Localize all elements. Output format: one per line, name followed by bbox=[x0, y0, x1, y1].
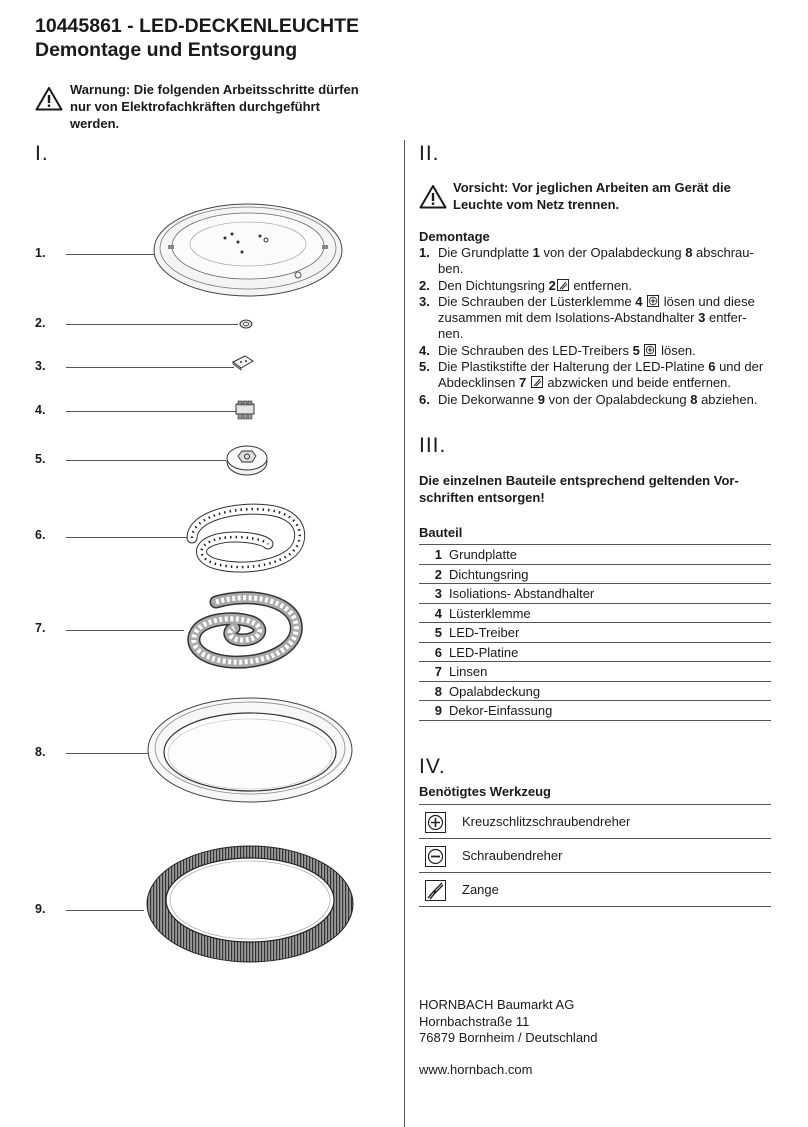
step-text: Die Schrauben der Lüsterklemme bbox=[438, 293, 636, 309]
step-item bbox=[419, 245, 779, 278]
step-number: 4. bbox=[419, 342, 430, 358]
part-label-9: 9. bbox=[35, 902, 46, 916]
pliers-icon bbox=[557, 279, 569, 291]
step-item bbox=[419, 359, 779, 392]
demontage-steps bbox=[419, 245, 779, 408]
leader-line bbox=[66, 753, 148, 754]
table-row bbox=[419, 873, 771, 907]
step-text: abzwicken und beide entfernen. bbox=[543, 375, 731, 391]
step-number: 1. bbox=[419, 245, 430, 260]
table-row bbox=[419, 839, 771, 873]
step-text: nen. bbox=[438, 326, 464, 342]
part-ref: 2 bbox=[548, 277, 556, 293]
step-text: Die Dekorwanne bbox=[438, 391, 538, 407]
section-two-heading: II. bbox=[419, 142, 440, 165]
part-ref: 9 bbox=[537, 391, 545, 407]
part-ref: 8 bbox=[690, 391, 698, 407]
company-city: 76879 Bornheim / Deutschland bbox=[419, 1030, 598, 1045]
step-text: von der Opalabdeckung bbox=[539, 245, 686, 260]
step-text: lösen und diese bbox=[660, 293, 755, 309]
phillips-screwdriver-icon bbox=[425, 812, 446, 833]
part-label-5: 5. bbox=[35, 452, 46, 466]
table-row bbox=[419, 623, 771, 643]
pliers-icon bbox=[531, 376, 543, 388]
leader-line bbox=[66, 367, 234, 368]
insulation-spacer-illustration bbox=[231, 354, 255, 372]
part-label-2: 2. bbox=[35, 316, 46, 330]
table-row bbox=[419, 701, 771, 721]
step-text: Abdecklinsen bbox=[438, 375, 519, 391]
part-ref: 8 bbox=[685, 245, 693, 260]
step-text: entfer- bbox=[705, 310, 747, 326]
part-ref: 1 bbox=[532, 245, 540, 260]
parts-table bbox=[419, 544, 771, 721]
part-label-1: 1. bbox=[35, 246, 46, 260]
caution-line: Vorsicht: Vor jeglichen Arbeiten am Gerät die bbox=[453, 180, 731, 195]
step-text: Die Schrauben des LED-Treibers bbox=[438, 342, 633, 358]
table-row bbox=[419, 604, 771, 624]
company-website[interactable]: www.hornbach.com bbox=[419, 1062, 533, 1077]
step-number: 6. bbox=[419, 391, 430, 407]
step-text: abziehen. bbox=[697, 391, 758, 407]
leader-line bbox=[66, 324, 238, 325]
section-one-heading: I. bbox=[35, 142, 49, 165]
part-label-8: 8. bbox=[35, 745, 46, 759]
step-text: Die Plastikstifte der Halterung der LED-Platine bbox=[438, 359, 709, 375]
company-name: HORNBACH Baumarkt AG bbox=[419, 997, 575, 1012]
step-number: 2. bbox=[419, 277, 430, 293]
bauteil-heading: Bauteil bbox=[419, 525, 463, 540]
tool-name: Schraubendreher bbox=[462, 848, 563, 863]
table-row bbox=[419, 682, 771, 702]
sealing-ring-illustration bbox=[238, 318, 254, 330]
step-item bbox=[419, 343, 779, 359]
decor-ring-illustration bbox=[144, 842, 356, 966]
phillips-screwdriver-icon bbox=[644, 344, 656, 356]
opal-cover-illustration bbox=[144, 694, 356, 806]
step-text: Den Dichtungsring bbox=[438, 277, 549, 293]
part-number: 1 bbox=[434, 547, 442, 562]
step-text: abschrau- bbox=[692, 245, 754, 260]
step-text: entfernen. bbox=[569, 277, 632, 293]
part-ref: 7 bbox=[518, 375, 527, 391]
part-name: LED-Treiber bbox=[449, 625, 520, 640]
part-ref: 5 bbox=[632, 342, 640, 358]
table-row bbox=[419, 662, 771, 682]
part-ref: 3 bbox=[698, 310, 706, 326]
table-row bbox=[419, 643, 771, 663]
caution-text bbox=[453, 179, 731, 213]
table-row bbox=[419, 584, 771, 604]
part-label-6: 6. bbox=[35, 528, 46, 542]
pliers-icon bbox=[425, 880, 446, 901]
table-row bbox=[419, 805, 771, 839]
part-name: Lüsterklemme bbox=[449, 605, 531, 621]
part-number: 6 bbox=[434, 644, 442, 660]
disposal-line: schriften entsorgen! bbox=[419, 490, 545, 505]
company-address bbox=[419, 997, 598, 1047]
caution-line: Leuchte vom Netz trennen. bbox=[453, 197, 620, 212]
warning-line: nur von Elektrofachkräften durchgeführt bbox=[70, 99, 320, 114]
company-street: Hornbachstraße 11 bbox=[419, 1013, 530, 1029]
tools-heading: Benötigtes Werkzeug bbox=[419, 784, 551, 799]
part-label-3: 3. bbox=[35, 359, 46, 373]
document-title: 10445861 - LED-DECKENLEUCHTE bbox=[35, 15, 360, 37]
step-item bbox=[419, 294, 779, 343]
part-name: Linsen bbox=[449, 664, 488, 679]
leader-line bbox=[66, 910, 144, 911]
section-three-heading: III. bbox=[419, 434, 447, 457]
warning-line: werden. bbox=[70, 116, 120, 131]
step-text: von der Opalabdeckung bbox=[544, 391, 691, 407]
leader-line bbox=[66, 460, 226, 461]
warning-icon bbox=[35, 86, 63, 111]
part-number: 5 bbox=[434, 625, 442, 640]
document-subtitle: Demontage und Entsorgung bbox=[35, 39, 298, 61]
led-driver-illustration bbox=[224, 442, 270, 478]
table-row bbox=[419, 565, 771, 585]
step-text: und der bbox=[715, 359, 764, 375]
step-item bbox=[419, 278, 779, 294]
part-name: Grundplatte bbox=[449, 547, 517, 562]
leader-line bbox=[66, 630, 184, 631]
leader-line bbox=[66, 537, 193, 538]
part-name: Dekor-Einfassung bbox=[449, 703, 553, 718]
part-ref: 6 bbox=[708, 359, 716, 375]
disposal-notice bbox=[419, 472, 774, 506]
part-label-4: 4. bbox=[35, 403, 46, 417]
table-row bbox=[419, 545, 771, 565]
warning-line: Warnung: Die folgenden Arbeitsschritte dürfen bbox=[70, 82, 359, 97]
column-divider bbox=[404, 140, 405, 1127]
part-number: 8 bbox=[434, 683, 442, 699]
lens-cover-illustration bbox=[180, 590, 306, 670]
terminal-block-illustration bbox=[233, 400, 257, 422]
demontage-heading: Demontage bbox=[419, 229, 490, 244]
step-number: 5. bbox=[419, 359, 430, 375]
step-item bbox=[419, 392, 779, 408]
section-four-heading: IV. bbox=[419, 755, 446, 778]
led-board-illustration bbox=[186, 502, 308, 574]
caution-icon bbox=[419, 184, 447, 209]
disposal-line: Die einzelnen Bauteile entsprechend geltenden Vor- bbox=[419, 473, 739, 488]
tool-name: Zange bbox=[462, 882, 499, 897]
part-ref: 4 bbox=[635, 293, 643, 309]
part-name: LED-Platine bbox=[449, 644, 519, 660]
step-text: zusammen mit dem Isolations-Abstandhalter bbox=[438, 310, 699, 326]
part-number: 2 bbox=[434, 566, 442, 582]
part-number: 4 bbox=[434, 605, 442, 621]
part-name: Opalabdeckung bbox=[449, 683, 541, 699]
part-number: 7 bbox=[434, 664, 442, 679]
base-plate-illustration bbox=[150, 200, 346, 300]
step-text: ben. bbox=[438, 261, 464, 277]
part-name: Dichtungsring bbox=[449, 566, 529, 582]
step-number: 3. bbox=[419, 293, 430, 309]
tool-name: Kreuzschlitzschraubendreher bbox=[462, 814, 631, 829]
tools-table bbox=[419, 804, 771, 907]
flat-screwdriver-icon bbox=[425, 846, 446, 867]
part-name: Isoliations- Abstandhalter bbox=[449, 586, 595, 601]
part-number: 3 bbox=[434, 586, 442, 601]
leader-line bbox=[66, 411, 236, 412]
part-label-7: 7. bbox=[35, 621, 46, 635]
phillips-screwdriver-icon bbox=[647, 295, 659, 307]
warning-text bbox=[70, 81, 359, 132]
step-text: lösen. bbox=[657, 342, 696, 358]
part-number: 9 bbox=[434, 703, 442, 718]
step-text: Die Grundplatte bbox=[438, 245, 533, 260]
